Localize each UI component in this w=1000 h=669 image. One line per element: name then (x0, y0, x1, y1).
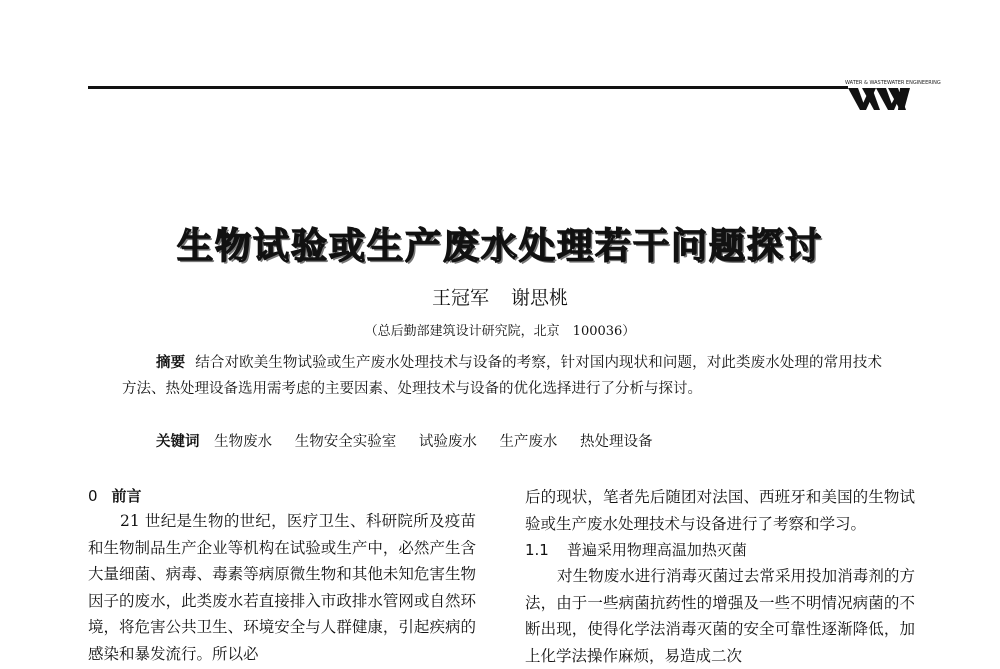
keyword: 生物废水 (214, 434, 273, 450)
right-column (525, 484, 915, 669)
body-paragraph: 21 世纪是生物的世纪，医疗卫生、科研院所及疫苗和生物制品生产企业等机构在试验或生产中，必然产生含大量细菌、病毒、毒素等病原微生物和其他未知危害生物因子的废水，此类废水若直接排入市政排水管网或自然环境，将危害公共卫生、环境安全与人群健康，引起疾病的感染和暴发流行。所以必 (88, 512, 476, 663)
body-paragraph: 对生物废水进行消毒灭菌过去常采用投加消毒剂的方法，由于一些病菌抗药性的增强及一些不明情况病菌的不断出现，使得化学法消毒灭菌的安全可靠性逐渐降低，加上化学法操作麻烦，易造成二次 (525, 567, 915, 665)
section-number: 0 (88, 487, 98, 505)
affiliation: （总后勤部建筑设计研究院，北京 100036） (364, 324, 636, 339)
keyword: 热处理设备 (580, 434, 653, 450)
keyword: 试验废水 (418, 434, 477, 450)
left-column (88, 484, 476, 667)
abstract (122, 350, 882, 402)
section-heading-intro (88, 484, 476, 508)
keyword: 生物安全实验室 (294, 434, 397, 450)
abstract-label: 摘要 (156, 355, 186, 371)
journal-logo-caption: WATER & WASTEWATER ENGINEERING (845, 80, 941, 86)
author-name: 谢思桃 (511, 287, 569, 309)
keywords-label: 关键词 (156, 434, 200, 450)
abstract-text: 结合对欧美生物试验或生产废水处理技术与设备的考察，针对国内现状和问题，对此类废水处理的常用技术方法、热处理设备选用需考虑的主要因素、处理技术与设备的优化选择进行了分析与探讨。 (122, 355, 883, 397)
body-paragraph-continued: 后的现状，笔者先后随团对法国、西班牙和美国的生物试验或生产废水处理技术与设备进行了考察和学习。 (525, 488, 915, 533)
subsection-title: 普遍采用物理高温加热灭菌 (566, 541, 747, 559)
author-list (0, 283, 1000, 310)
subsection-number: 1.1 (525, 541, 549, 559)
keywords (156, 430, 671, 451)
paper-title: 生物试验或生产废水处理若干问题探讨 (176, 226, 823, 267)
journal-logo-icon (840, 78, 920, 118)
keyword: 生产废水 (499, 434, 558, 450)
header-rule (88, 86, 848, 89)
section-title: 前言 (111, 487, 142, 505)
author-name: 王冠军 (431, 287, 489, 309)
subsection-heading-1-1 (525, 537, 915, 563)
